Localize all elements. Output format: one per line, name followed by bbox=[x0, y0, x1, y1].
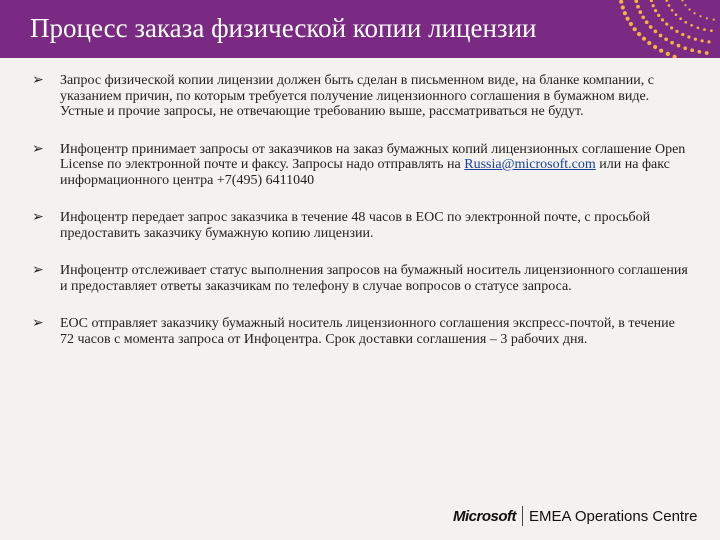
arrow-bullet-icon: ➢ bbox=[32, 209, 44, 225]
dot-mark bbox=[681, 33, 684, 36]
dot-mark bbox=[641, 15, 645, 19]
dot-mark bbox=[621, 5, 625, 9]
footer-logo bbox=[453, 505, 697, 527]
dot-mark bbox=[638, 10, 642, 14]
dot-mark bbox=[653, 45, 657, 49]
bullet-text: Инфоцентр принимает запросы от заказчиков на заказ бумажных копий лицензионных соглашение Open License по электронной почте и факсу. Запросы надо отправлять на bbox=[60, 141, 686, 172]
dot-mark bbox=[679, 17, 682, 20]
dot-mark bbox=[665, 23, 668, 26]
emea-label: EMEA Operations Centre bbox=[529, 507, 698, 525]
email-link[interactable]: Russia@microsoft.com bbox=[464, 157, 596, 172]
dot-mark bbox=[647, 41, 651, 45]
dot-mark bbox=[671, 9, 674, 12]
bullet-list bbox=[32, 73, 692, 369]
bullet-item bbox=[32, 142, 692, 189]
dot-mark bbox=[661, 18, 664, 21]
dot-mark bbox=[633, 27, 637, 31]
dot-mark bbox=[650, 0, 653, 2]
dot-mark bbox=[699, 15, 701, 17]
dot-mark bbox=[642, 37, 646, 41]
bullet-item bbox=[32, 316, 692, 347]
dot-mark bbox=[652, 4, 655, 7]
dot-mark bbox=[670, 41, 674, 45]
dot-mark bbox=[701, 39, 704, 42]
dot-mark bbox=[677, 44, 681, 48]
dot-mark bbox=[654, 30, 658, 34]
microsoft-logo: Microsoft bbox=[453, 507, 516, 525]
dot-mark bbox=[683, 46, 687, 50]
dot-mark bbox=[684, 4, 686, 6]
arrow-bullet-icon: ➢ bbox=[32, 140, 44, 157]
slide-title: Процесс заказа физической копии лицензии bbox=[30, 13, 537, 43]
dot-mark bbox=[626, 17, 630, 21]
dot-mark bbox=[659, 49, 663, 53]
dot-mark bbox=[681, 0, 683, 2]
dot-mark bbox=[694, 38, 697, 41]
dot-mark bbox=[673, 55, 677, 58]
bullet-item bbox=[32, 73, 692, 120]
dot-mark bbox=[654, 9, 657, 12]
bullet-text: Инфоцентр передает запрос заказчика в течение 48 часов в EOC по электронной почте, с просьбой предоставить заказчику бумажную копию лицензии. bbox=[60, 210, 651, 241]
dot-mark bbox=[657, 14, 660, 17]
dot-mark bbox=[684, 21, 687, 24]
bullet-text: или на факс информационного центра +7(495) 6411040 bbox=[60, 157, 670, 188]
dot-mark bbox=[636, 5, 640, 9]
dot-mark bbox=[690, 48, 694, 52]
dot-mark bbox=[619, 0, 623, 4]
dot-mark bbox=[659, 34, 663, 38]
dot-mark bbox=[629, 22, 633, 26]
dot-mark bbox=[706, 17, 708, 19]
dot-mark bbox=[697, 50, 701, 54]
dot-mark bbox=[670, 26, 673, 29]
bullet-text: EOC отправляет заказчику бумажный носитель лицензионного соглашения экспресс-почтой, в течение 72 часов с момента запроса от Инфоцентра. Срок доставки соглашения – 3 рабочих дня. bbox=[60, 316, 675, 347]
dot-mark bbox=[687, 35, 690, 38]
dot-mark bbox=[697, 26, 700, 29]
dot-mark bbox=[703, 28, 706, 31]
dot-mark bbox=[666, 52, 670, 56]
dot-mark bbox=[634, 0, 638, 3]
arrow-bullet-icon: ➢ bbox=[32, 315, 44, 331]
dot-pattern-icon bbox=[570, 0, 720, 58]
dot-mark bbox=[637, 32, 641, 36]
dot-mark bbox=[665, 0, 668, 2]
dot-mark bbox=[675, 13, 678, 16]
bullet-text: Запрос физической копии лицензии должен быть сделан в письменном виде, на бланке компании, с указанием причин, по которым требуется получение лицензионного соглашения в бумажном виде. Устные и прочие запросы, не отвечающие требованию выше, рассматриваться не будут. bbox=[60, 73, 654, 119]
dot-mark bbox=[707, 40, 710, 43]
dot-mark bbox=[705, 51, 709, 55]
dot-mark bbox=[623, 11, 627, 15]
dot-mark bbox=[710, 29, 713, 32]
arrow-bullet-icon: ➢ bbox=[32, 72, 44, 88]
bullet-item bbox=[32, 263, 692, 294]
slide-header bbox=[0, 0, 720, 58]
bullet-text: Инфоцентр отслеживает статус выполнения запросов на бумажный носитель лицензионного соглашения и предоставляет ответы заказчикам по телефону в случае вопросов о статусе запроса. bbox=[60, 263, 688, 294]
dot-mark bbox=[664, 37, 668, 41]
dot-mark bbox=[694, 12, 696, 14]
dot-mark bbox=[689, 8, 691, 10]
logo-divider bbox=[522, 506, 523, 526]
arrow-bullet-icon: ➢ bbox=[32, 262, 44, 278]
dot-mark bbox=[649, 25, 653, 29]
dot-mark bbox=[668, 4, 671, 7]
dot-mark bbox=[675, 30, 678, 33]
dot-mark bbox=[713, 19, 715, 21]
dot-mark bbox=[690, 24, 693, 27]
bullet-item bbox=[32, 210, 692, 241]
dot-mark bbox=[645, 20, 649, 24]
